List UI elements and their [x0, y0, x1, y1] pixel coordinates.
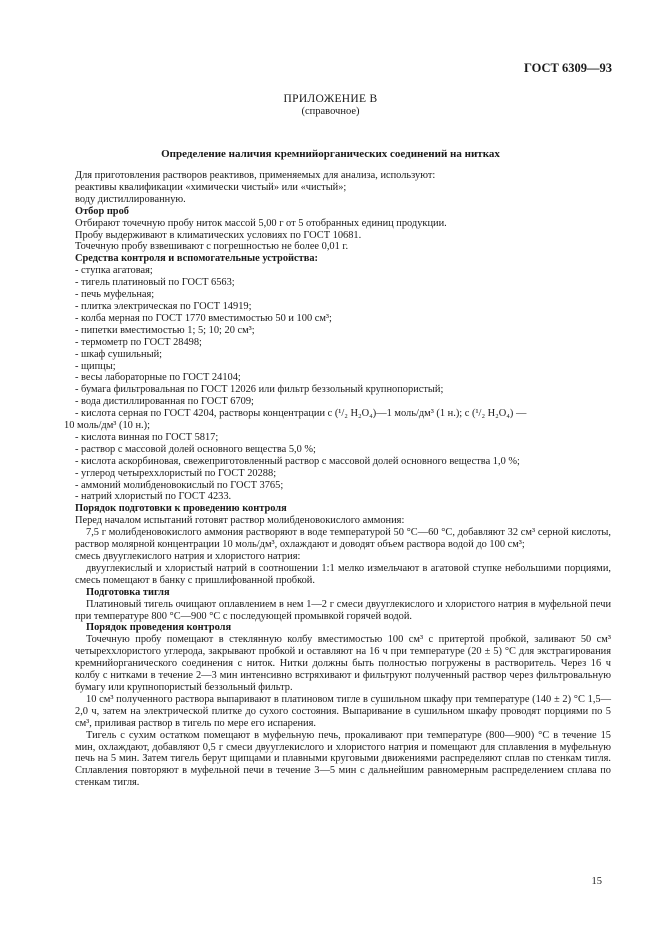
- equipment-item: - раствор с массовой долей основного вещества 5,0 %;: [75, 443, 316, 455]
- sampling-heading: Отбор проб: [75, 205, 129, 217]
- equipment-item: - пипетки вместимостью 1; 5; 10; 20 см³;: [75, 324, 255, 336]
- equipment-item: - весы лабораторные по ГОСТ 24104;: [75, 372, 241, 384]
- equipment-item: - ступка агатовая;: [75, 265, 153, 277]
- procedure-heading: Порядок проведения контроля: [86, 622, 232, 634]
- appendix-title: ПРИЛОЖЕНИЕ В: [283, 93, 378, 105]
- preparation-heading: Порядок подготовки к проведению контроля: [75, 503, 287, 515]
- intro-line: воду дистиллированную.: [75, 193, 186, 205]
- equipment-item: - термометр по ГОСТ 28498;: [75, 336, 202, 348]
- crucible-heading: Подготовка тигля: [86, 586, 170, 598]
- sampling-line: Отбирают точечную пробу ниток массой 5,00 г от 5 отобранных единиц продукции.: [75, 217, 447, 229]
- equipment-item: - кислота аскорбиновая, свежеприготовленный раствор с массовой долей основного вещества 1,0 %;: [75, 455, 520, 467]
- preparation-paragraph: двууглекислый и хлористый натрий в соотношении 1:1 мелко измельчают в агатовой ступке небольшими порциями, смесь помещают в банку с пришлифованной пробкой.: [75, 562, 611, 586]
- procedure-paragraph: Тигель с сухим остатком помещают в муфельную печь, прокаливают при температуре (800—900) °С в течение 15 мин, охлаждают, добавляют 0,5 г смеси двууглекислого и хлористого натрия и помещают для сплавления в муфельную печь на 5 мин. Затем тигель берут щипцами и плавными круговыми движениями распределяют сплав по стенкам тигля. Сплавления повторяют в муфельной печи в течение 3—5 мин с дальнейшим равномерным распределением сплава по стенкам тигля.: [75, 729, 611, 789]
- document-body: [64, 170, 611, 789]
- equipment-item: - аммоний молибденовокислый по ГОСТ 3765;: [75, 479, 284, 491]
- section-title: Определение наличия кремнийорганических соединений на нитках: [161, 148, 500, 160]
- equipment-item: - натрий хлористый по ГОСТ 4233.: [75, 491, 232, 503]
- intro-line: реактивы квалификации «химически чистый» или «чистый»;: [75, 181, 347, 193]
- preparation-paragraph: Перед началом испытаний готовят раствор молибденовокислого аммония:: [75, 515, 405, 527]
- appendix-subtitle: (справочное): [301, 106, 360, 117]
- equipment-item-acid-cont: 10 моль/дм³ (10 н.);: [64, 420, 150, 432]
- page-number: 15: [591, 876, 602, 887]
- equipment-item: - вода дистиллированная по ГОСТ 6709;: [75, 396, 254, 408]
- equipment-item: - печь муфельная;: [75, 289, 155, 301]
- equipment-item: - щипцы;: [75, 360, 116, 372]
- preparation-paragraph: смесь двууглекислого натрия и хлористого натрия:: [75, 551, 301, 562]
- sampling-line: Пробу выдерживают в климатических условиях по ГОСТ 10681.: [75, 229, 362, 241]
- preparation-paragraph: 7,5 г молибденовокислого аммония растворяют в воде температурой 50 °С—60 °С, добавляют 32 см³ серной кислоты, раствор молярной концентрации 10 моль/дм³, охлаждают и доводят объем раствора водой до 100 см³;: [75, 527, 611, 551]
- procedure-paragraph: 10 см³ полученного раствора выпаривают в платиновом тигле в сушильном шкафу при температуре (140 ± 2) °С 1,5—2,0 ч, затем на электрической плитке до сухого состояния. Выпаривание в сушильном шкафу проводят порциями по 5 см³, приливая раствор в тигель по мере его испарения.: [75, 693, 611, 729]
- procedure-paragraph: Точечную пробу помещают в стеклянную колбу вместимостью 100 см³ с притертой пробкой, заливают 50 см³ четыреххлористого углерода, закрывают пробкой и оставляют на 16 ч при температуре (20 ± 5) °С для экстрагирования кремнийорганического соединения с ниток. Нитки должны быть полностью погружены в растворитель. Через 16 ч колбу с нитками в течение 2—3 мин интенсивно встряхивают и фильтруют полученный раствор через фильтровальную бумагу или крупнопористый беззольный фильтр.: [75, 634, 611, 693]
- crucible-paragraph: Платиновый тигель очищают оплавлением в нем 1—2 г смеси двууглекислого и хлористого натрия в муфельной печи при температуре 800 °С—900 °С с последующей промывкой горячей водой.: [75, 598, 611, 622]
- standard-number: ГОСТ 6309—93: [523, 61, 612, 75]
- equipment-item: - шкаф сушильный;: [75, 348, 163, 360]
- sampling-line: Точечную пробу взвешивают с погрешностью не более 0,01 г.: [75, 241, 349, 253]
- equipment-item: - тигель платиновый по ГОСТ 6563;: [75, 277, 235, 289]
- equipment-item-acid: - кислота серная по ГОСТ 4204, растворы концентрации с (¹/₂ H₂O₄)—1 моль/дм³ (1 н.); с (¹/₂ H₂O₄) —: [75, 408, 527, 420]
- equipment-item: - углерод четыреххлористый по ГОСТ 20288;: [75, 467, 277, 479]
- equipment-item: - кислота винная по ГОСТ 5817;: [75, 431, 219, 443]
- equipment-item: - колба мерная по ГОСТ 1770 вместимостью 50 и 100 см³;: [75, 312, 332, 324]
- equipment-heading: Средства контроля и вспомогательные устройства:: [75, 253, 318, 265]
- equipment-item: - плитка электрическая по ГОСТ 14919;: [75, 300, 252, 312]
- intro-line: Для приготовления растворов реактивов, применяемых для анализа, используют:: [75, 170, 436, 181]
- equipment-item: - бумага фильтровальная по ГОСТ 12026 или фильтр беззольный крупнопористый;: [75, 384, 444, 396]
